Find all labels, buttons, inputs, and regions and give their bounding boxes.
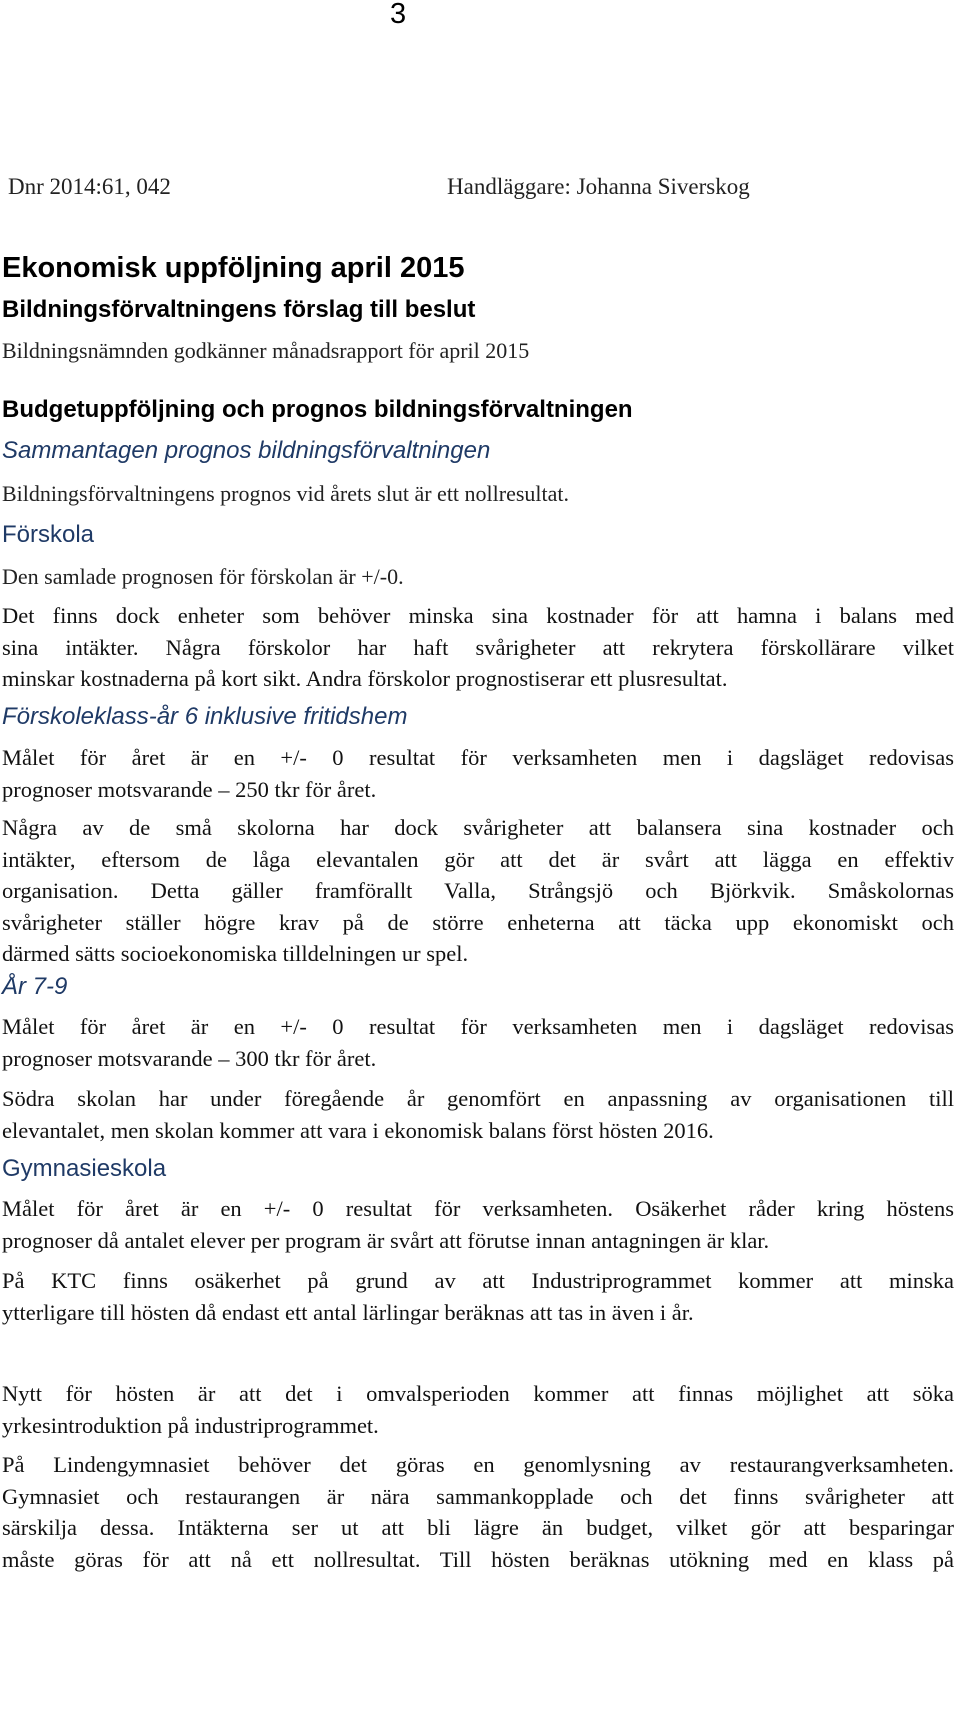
text-line: organisation. Detta gäller framförallt Valla, Strångsjö och Björkvik. Småskolornas xyxy=(2,878,954,903)
ar79-p2 xyxy=(2,1083,954,1146)
subheading-sammantagen: Sammantagen prognos bildningsförvaltningen xyxy=(2,437,491,464)
text-line: minskar kostnaderna på kort sikt. Andra förskolor prognostiserar ett plusresultat. xyxy=(2,666,728,691)
gymnasieskola-p1 xyxy=(2,1193,954,1256)
text-line: därmed sätts socioekonomiska tilldelningen ur spel. xyxy=(2,941,469,966)
text-line: prognoser motsvarande – 300 tkr för året. xyxy=(2,1045,377,1071)
ar79-p1 xyxy=(2,1011,954,1074)
heading-gymnasieskola: Gymnasieskola xyxy=(2,1155,167,1182)
text-line: Gymnasiet och restaurangen är nära sammankopplade och det finns svårigheter att xyxy=(2,1483,954,1509)
text-line: intäkter, eftersom de låga elevantalen gör att det är svårt att lägga en effektiv xyxy=(2,846,954,872)
text-line: Nytt för hösten är att det i omvalsperioden kommer att finnas möjlighet att söka xyxy=(2,1381,954,1406)
handlaggare: Handläggare: Johanna Siverskog xyxy=(447,174,750,199)
text-line: På Lindengymnasiet behöver det göras en genomlysning av restaurangverksamheten. xyxy=(2,1452,954,1477)
dnr-reference: Dnr 2014:61, 042 xyxy=(8,174,171,199)
gymnasieskola-p3 xyxy=(2,1378,954,1441)
text-line: Målet för året är en +/- 0 resultat för verksamheten men i dagsläget redovisas xyxy=(2,1014,954,1039)
text-line: Södra skolan har under föregående år genomfört en anpassning av organisationen till xyxy=(2,1086,954,1111)
text-line: särskilja dessa. Intäkterna ser ut att bli lägre än budget, vilket gör att besparingar xyxy=(2,1515,954,1540)
text-line: ytterligare till hösten då endast ett antal lärlingar beräknas att tas in även i år. xyxy=(2,1299,694,1325)
forskoleklass-p1 xyxy=(2,742,954,805)
section-heading-forslag: Bildningsförvaltningens förslag till beslut xyxy=(2,296,476,323)
page-number: 3 xyxy=(390,0,407,30)
text-line: prognoser motsvarande – 250 tkr för året. xyxy=(2,776,377,802)
text-line: sina intäkter. Några förskolor har haft svårigheter att rekrytera förskollärare vilket xyxy=(2,634,954,660)
forslag-text: Bildningsnämnden godkänner månadsrapport för april 2015 xyxy=(2,338,530,363)
text-line: Målet för året är en +/- 0 resultat för verksamheten. Osäkerhet råder kring höstens xyxy=(2,1196,954,1221)
text-line: yrkesintroduktion på industriprogrammet. xyxy=(2,1412,379,1438)
text-line: måste göras för att nå ett nollresultat. Till hösten beräknas utökning med en klass på xyxy=(2,1546,954,1572)
text-line: prognoser då antalet elever per program är svårt att förutse innan antagningen är klar. xyxy=(2,1227,770,1253)
forskoleklass-p2 xyxy=(2,812,954,970)
section-heading-budget: Budgetuppföljning och prognos bildningsförvaltningen xyxy=(2,396,633,423)
heading-forskola: Förskola xyxy=(2,521,95,548)
sammantagen-text: Bildningsförvaltningens prognos vid årets slut är ett nollresultat. xyxy=(2,481,570,506)
forskola-p1: Den samlade prognosen för förskolan är +/-0. xyxy=(2,564,404,589)
text-line: Några av de små skolorna har dock svårigheter att balansera sina kostnader och xyxy=(2,815,954,840)
heading-forskoleklass: Förskoleklass-år 6 inklusive fritidshem xyxy=(2,703,408,730)
text-line: Målet för året är en +/- 0 resultat för verksamheten men i dagsläget redovisas xyxy=(2,745,954,770)
text-line: elevantalet, men skolan kommer att vara i ekonomisk balans först hösten 2016. xyxy=(2,1117,714,1143)
heading-ar-7-9: År 7-9 xyxy=(2,973,68,1000)
text-line: svårigheter ställer högre krav på de större enheterna att täcka upp ekonomiskt och xyxy=(2,909,954,935)
forskola-p2 xyxy=(2,600,954,695)
document-title: Ekonomisk uppföljning april 2015 xyxy=(2,252,465,284)
gymnasieskola-p4 xyxy=(2,1449,954,1575)
text-line: På KTC finns osäkerhet på grund av att Industriprogrammet kommer att minska xyxy=(2,1268,954,1293)
gymnasieskola-p2 xyxy=(2,1265,954,1328)
text-line: Det finns dock enheter som behöver minska sina kostnader för att hamna i balans med xyxy=(2,603,954,628)
